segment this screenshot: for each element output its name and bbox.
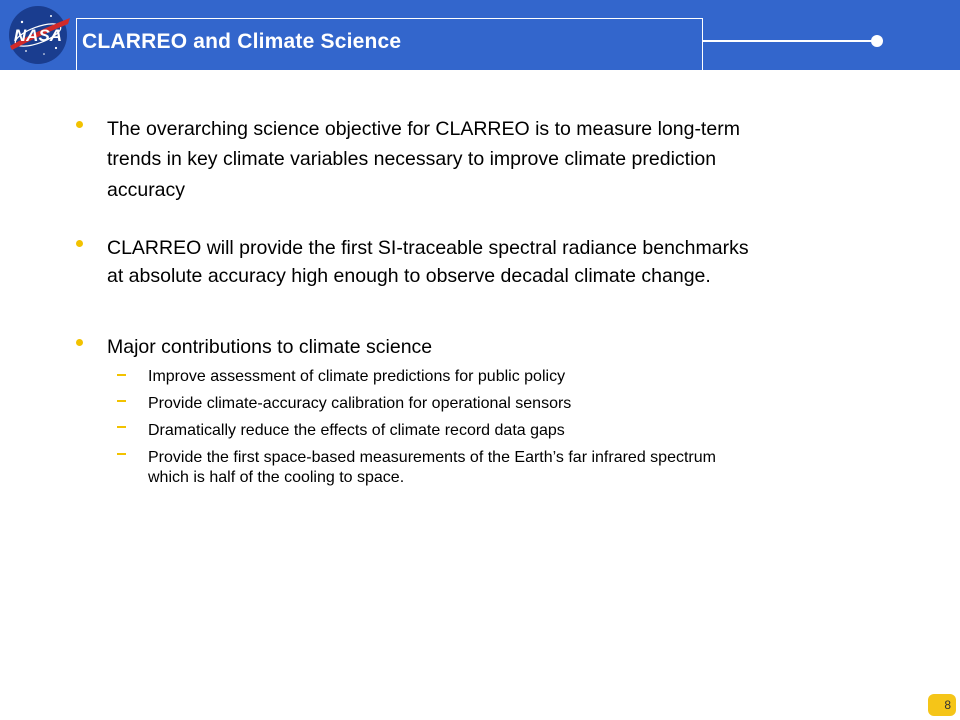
sub-bullet-marker [117,426,126,428]
sub-bullet-4-line-1: Provide the first space-based measurements of the Earth’s far infrared spectrum [148,449,716,466]
page-number-badge: 8 [928,694,956,716]
bullet-marker [76,240,83,247]
sub-bullet-3: Dramatically reduce the effects of climate record data gaps [148,422,565,439]
sub-bullet-marker [117,400,126,402]
svg-text:NASA: NASA [13,26,63,45]
bullet-marker [76,339,83,346]
sub-bullet-marker [117,374,126,376]
bullet-2-line-1: CLARREO will provide the first SI-traceable spectral radiance benchmarks [107,237,749,259]
bullet-1-line-2: trends in key climate variables necessary to improve climate prediction [107,148,717,170]
sub-bullet-marker [117,453,126,455]
page-title: CLARREO and Climate Science [82,30,402,53]
sub-bullet-2: Provide climate-accuracy calibration for operational sensors [148,395,572,412]
bullet-marker [76,121,83,128]
bullet-1-line-3: accuracy [107,179,186,201]
bullet-1-line-1: The overarching science objective for CLARREO is to measure long-term [107,118,740,140]
bullet-3-line-1: Major contributions to climate science [107,336,433,358]
bullet-2-line-2: at absolute accuracy high enough to observe decadal climate change. [107,265,711,287]
sub-bullet-1: Improve assessment of climate predictions for public policy [148,368,566,385]
sub-bullet-4-line-2: which is half of the cooling to space. [148,469,405,486]
